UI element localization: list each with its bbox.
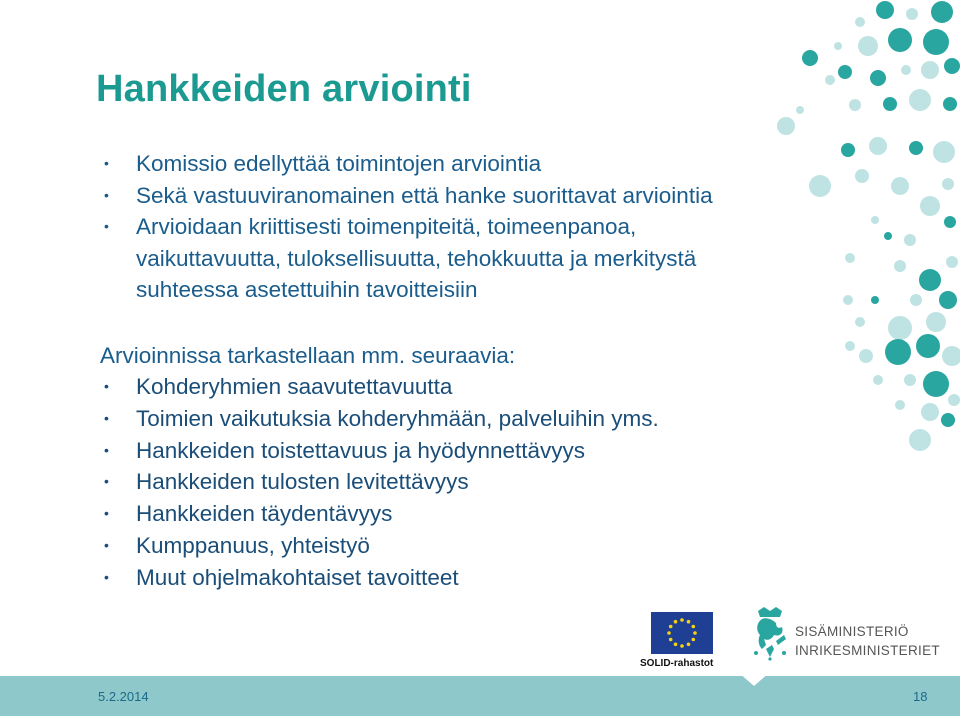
eu-star bbox=[687, 620, 691, 624]
list-item bbox=[104, 371, 844, 403]
decorative-dot bbox=[845, 253, 855, 263]
decorative-dot bbox=[845, 341, 855, 351]
list-item-text: suhteessa asetettuihin tavoitteisiin bbox=[136, 277, 478, 302]
decorative-dot bbox=[941, 413, 955, 427]
eu-star bbox=[674, 620, 678, 624]
decorative-dot bbox=[802, 50, 818, 66]
eu-flag-logo bbox=[651, 612, 713, 654]
list-item bbox=[104, 562, 844, 594]
page-number: 18 bbox=[913, 689, 928, 704]
bullet-icon: • bbox=[104, 568, 109, 585]
bullet-icon: • bbox=[104, 473, 109, 490]
bullet-icon: • bbox=[104, 409, 109, 426]
decorative-dot bbox=[909, 89, 931, 111]
decorative-dot bbox=[849, 99, 861, 111]
decorative-dot bbox=[777, 117, 795, 135]
decorative-dot bbox=[943, 97, 957, 111]
decorative-dot bbox=[869, 137, 887, 155]
decorative-dot bbox=[888, 28, 912, 52]
eu-star bbox=[669, 638, 673, 642]
list-item-text: Sekä vastuuviranomainen että hanke suorittavat arviointia bbox=[136, 182, 713, 208]
eu-logo-caption: SOLID-rahastot bbox=[640, 658, 714, 669]
list-item-text: Hankkeiden toistettavuus ja hyödynnettävyys bbox=[136, 437, 586, 463]
list-item-continuation bbox=[104, 274, 844, 306]
list-item-text: Kohderyhmien saavutettavuutta bbox=[136, 374, 453, 399]
decorative-dot bbox=[855, 17, 865, 27]
decorative-dot bbox=[921, 403, 939, 421]
list-item bbox=[104, 435, 844, 467]
decorative-dot bbox=[888, 316, 912, 340]
decorative-dot bbox=[796, 106, 804, 114]
decorative-dot bbox=[906, 8, 918, 20]
list-item-text: Hankkeiden täydentävyys bbox=[136, 501, 393, 527]
decorative-dot bbox=[921, 61, 939, 79]
footer-date: 5.2.2014 bbox=[98, 689, 149, 704]
list-item bbox=[104, 530, 844, 562]
bullet-icon: • bbox=[104, 186, 109, 203]
decorative-dot bbox=[876, 1, 894, 19]
decorative-dot bbox=[910, 294, 922, 306]
decorative-dot bbox=[916, 334, 940, 358]
decorative-dot bbox=[933, 141, 955, 163]
list-item-text: Kumppanuus, yhteistyö bbox=[136, 532, 370, 558]
decorative-dot bbox=[944, 58, 960, 74]
decorative-dot bbox=[870, 70, 886, 86]
eu-star bbox=[687, 643, 691, 647]
list-item-text: Komissio edellyttää toimintojen arviointia bbox=[136, 151, 542, 176]
bullet-icon: • bbox=[104, 536, 109, 553]
decorative-dot bbox=[939, 291, 957, 309]
decorative-dot bbox=[883, 97, 897, 111]
decorative-dot bbox=[909, 429, 931, 451]
decorative-dot bbox=[909, 141, 923, 155]
decorative-dot bbox=[884, 232, 892, 240]
decorative-dot bbox=[825, 75, 835, 85]
list-item-text: Arvioidaan kriittisesti toimenpiteitä, toimeenpanoa, bbox=[136, 214, 637, 239]
list-item-text: vaikuttavuutta, tuloksellisuutta, tehokkuutta ja merkitystä bbox=[136, 245, 697, 271]
decorative-dot bbox=[858, 36, 878, 56]
decorative-dot bbox=[901, 65, 911, 75]
ministry-name-fi: SISÄMINISTERIÖ bbox=[795, 624, 909, 639]
bullet-icon: • bbox=[104, 218, 109, 234]
list-item bbox=[104, 498, 844, 530]
decorative-dot bbox=[904, 374, 916, 386]
decorative-dot bbox=[834, 42, 842, 50]
eu-star bbox=[680, 644, 684, 648]
eu-star bbox=[692, 625, 696, 629]
bullet-icon: • bbox=[104, 505, 109, 522]
decorative-dot bbox=[855, 317, 865, 327]
decorative-dot bbox=[923, 29, 949, 55]
criteria-bullet-list bbox=[104, 371, 844, 594]
slide-title: Hankkeiden arviointi bbox=[96, 68, 472, 110]
ministry-name-sv: INRIKESMINISTERIET bbox=[795, 643, 940, 658]
eu-star bbox=[669, 625, 673, 629]
footer-notch bbox=[738, 672, 770, 686]
decorative-dot bbox=[873, 375, 883, 385]
eu-star bbox=[674, 643, 678, 647]
decorative-dot bbox=[942, 346, 960, 366]
list-item bbox=[104, 403, 844, 435]
decorative-dot bbox=[919, 269, 941, 291]
eu-star bbox=[667, 631, 671, 635]
decorative-dot bbox=[931, 1, 953, 23]
list-item-text: Hankkeiden tulosten levitettävyys bbox=[136, 469, 469, 495]
list-item-text: Muut ohjelmakohtaiset tavoitteet bbox=[136, 564, 459, 590]
decorative-dot bbox=[942, 178, 954, 190]
eu-star bbox=[680, 618, 684, 622]
eu-stars-icon bbox=[651, 612, 713, 654]
list-item-text: Toimien vaikutuksia kohderyhmään, palveluihin yms. bbox=[136, 405, 659, 431]
ministry-logo-text bbox=[795, 622, 940, 660]
section-heading: Arvioinnissa tarkastellaan mm. seuraavia: bbox=[100, 343, 516, 368]
lion-crest-icon bbox=[750, 605, 790, 661]
decorative-dot bbox=[894, 260, 906, 272]
decorative-dot bbox=[843, 295, 853, 305]
bullet-icon: • bbox=[104, 378, 109, 394]
intro-bullet-list bbox=[104, 148, 844, 306]
bullet-icon: • bbox=[104, 441, 109, 458]
list-item bbox=[104, 211, 844, 243]
decorative-dot bbox=[944, 216, 956, 228]
decorative-dot bbox=[926, 312, 946, 332]
decorative-dot bbox=[871, 216, 879, 224]
eu-star bbox=[693, 631, 697, 635]
decorative-dot bbox=[948, 394, 960, 406]
list-item bbox=[104, 148, 844, 180]
list-item-continuation bbox=[104, 243, 844, 275]
decorative-dot bbox=[920, 196, 940, 216]
decorative-dot bbox=[859, 349, 873, 363]
decorative-dot bbox=[891, 177, 909, 195]
decorative-dot bbox=[855, 169, 869, 183]
decorative-dot bbox=[923, 371, 949, 397]
list-item bbox=[104, 180, 844, 212]
bullet-icon: • bbox=[104, 155, 109, 171]
decorative-dot bbox=[904, 234, 916, 246]
decorative-dot bbox=[885, 339, 911, 365]
decorative-dot bbox=[895, 400, 905, 410]
eu-star bbox=[692, 638, 696, 642]
decorative-dot bbox=[871, 296, 879, 304]
list-item bbox=[104, 466, 844, 498]
decorative-dot bbox=[946, 256, 958, 268]
decorative-dot bbox=[838, 65, 852, 79]
